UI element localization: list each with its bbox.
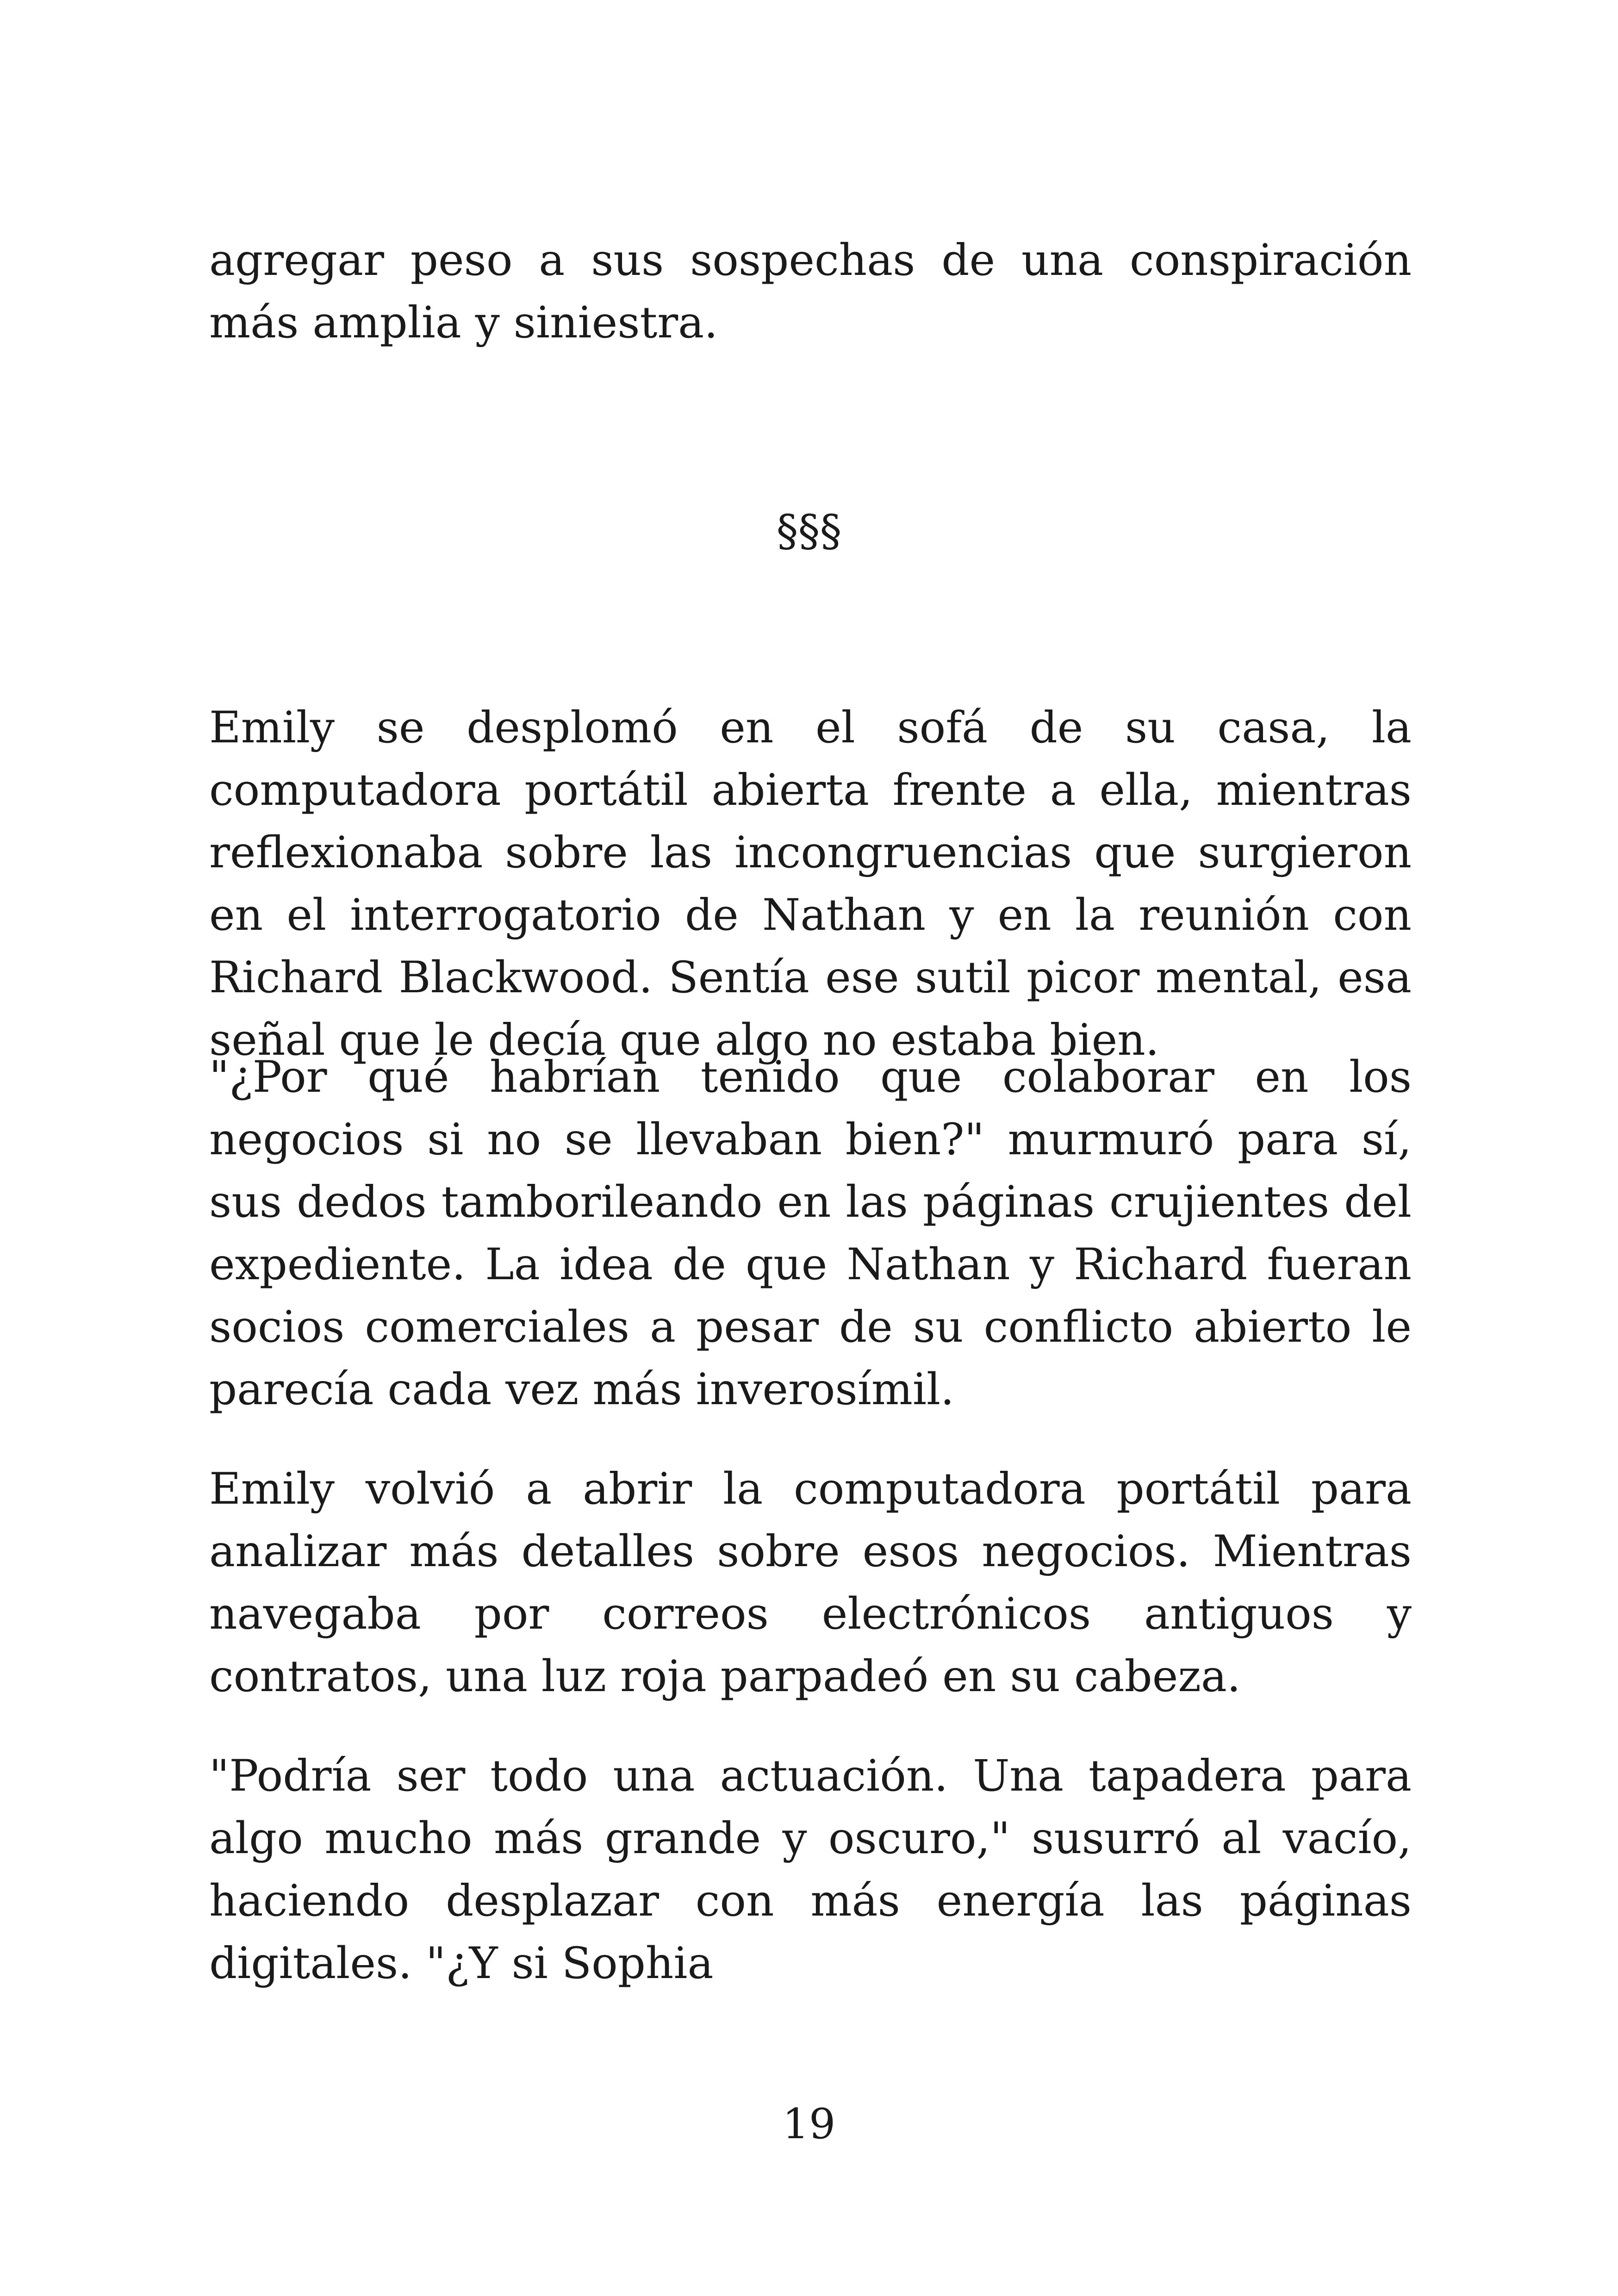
paragraph-text: agregar peso a sus sospechas de una conspiración más amplia y siniestra. — [209, 235, 1412, 348]
paragraph-text: "Podría ser todo una actuación. Una tapadera para algo mucho más grande y oscuro," susurró al vacío, haciendo desplazar con más energía las páginas digitales. "¿Y si Sophia — [209, 1751, 1412, 1989]
paragraph — [209, 697, 1412, 1071]
paragraph-continuation — [209, 229, 1412, 354]
page-number: 19 — [782, 2100, 836, 2148]
paragraph — [209, 1745, 1412, 1995]
paragraph-text: Emily volvió a abrir la computadora portátil para analizar más detalles sobre esos negocios. Mientras navegaba por correos electrónicos antiguos y contratos, una luz roja parpadeó en su cabeza. — [209, 1464, 1412, 1702]
paragraph-text: "¿Por qué habrían tenido que colaborar en los negocios si no se llevaban bien?" murmuró para sí, sus dedos tamborileando en las páginas crujientes del expediente. La idea de que Nathan y Richard fueran socios comerciales a pesar de su conflicto abierto le parecía cada vez más inverosímil. — [209, 1052, 1412, 1415]
scene-break-divider: §§§ — [776, 506, 842, 556]
paragraph-text: Emily se desplomó en el sofá de su casa, la computadora portátil abierta frente a ella, mientras reflexionaba sobre las incongruencias que surgieron en el interrogatorio de Nathan y en la reunión con Richard Blackwood. Sentía ese sutil picor mental, esa señal que le decía que algo no estaba bien. — [209, 703, 1412, 1065]
paragraph — [209, 1046, 1412, 1421]
paragraph — [209, 1458, 1412, 1708]
